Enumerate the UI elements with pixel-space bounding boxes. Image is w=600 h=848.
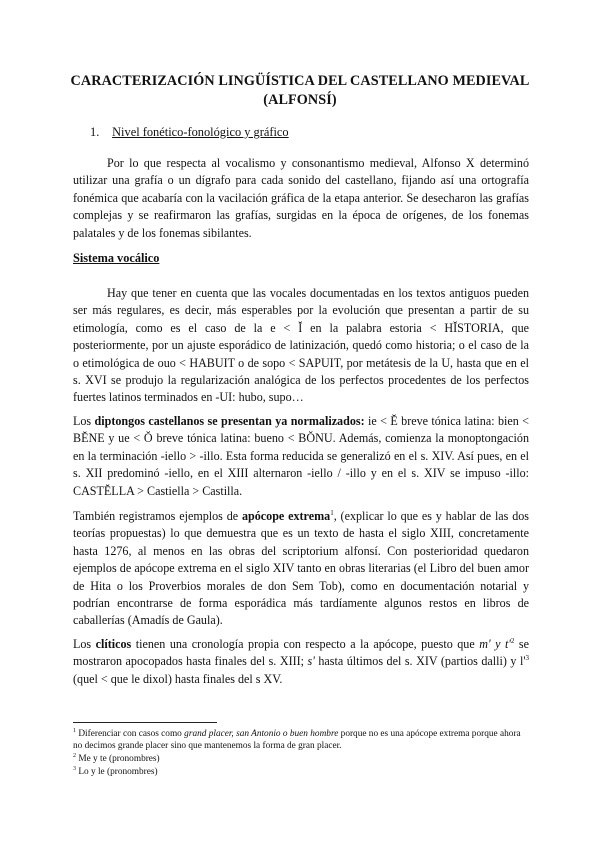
cliticos-mid2: se mostraron apocopados hasta finales del s. XIII; <box>73 637 529 669</box>
footnote-3-text: Lo y le (pronombres) <box>76 767 158 777</box>
section-number: 1. <box>90 125 100 139</box>
footnote-3-number: 3 <box>73 765 76 772</box>
footnote-2 <box>73 753 529 765</box>
footnote-1 <box>73 728 529 752</box>
cliticos-bold: clíticos <box>95 637 132 651</box>
section-heading <box>90 124 289 140</box>
footnote-3 <box>73 766 529 778</box>
diptongos-pre: Los <box>73 414 95 428</box>
apocope-post: , (explicar lo que es y hablar de las dos teorías propuestas) lo que demuestra que es un texto de hasta el siglo XIII, concretamente hasta 1276, al menos en las obras del scriptorium alfonsí. Con posterioridad quedaron ejemplos de apócope extrema en el siglo XIV tanto en obras literarias (el Libro del buen amor de Hita o los Proverbios morales de don Sem Tob), como en documentación notarial y podrían encontrarse de forma esporádica más tardíamente algunos restos en libros de caballerías (Amadís de Gaula). <box>73 509 530 628</box>
title-line-1: CARACTERIZACIÓN LINGÜÍSTICA DEL CASTELLANO MEDIEVAL <box>70 73 530 89</box>
footnote-1-pre: Diferenciar con casos como <box>76 729 185 739</box>
diptongos-post: ie < Ĕ breve tónica latina: bien < BĔNE y ue < Ŏ breve tónica latina: bueno < BŎNU. Además, comienza la monoptongación en la terminación -iello > -illo. Esta forma reducida se generalizó en el s. XIV. Así pues, en el s. XII predominó -iello, en el XIII alternaron -iello / -illo y en el s. XIV se impuso -illo: CASTĔLLA > Castiella > Castilla. <box>73 414 529 498</box>
title-line-2: (ALFONSÍ) <box>263 92 337 108</box>
cliticos-ital2: s' <box>307 654 315 669</box>
diptongos-bold: diptongos castellanos se presentan ya normalizados: <box>94 414 365 428</box>
footnote-1-number: 1 <box>73 727 76 734</box>
vocales-text: Hay que tener en cuenta que las vocales documentadas en los textos antiguos pueden ser más regulares, es decir, más esperables por la evolución que presentan a partir de su etimología, como es el caso de la e < Ĭ en la palabra estoria < HĬSTORIA, que posteriormente, por un ajuste esporádico de latinización, quedó como historia; o el caso de la o etimológica de ouo < HABUIT o de sopo < SAPUIT, por metátesis de la U, hasta que en el s. XVI se produjo la regularización analógica de los perfectos procedentes de los perfectos fuertes latinos terminados en -UI: hubo, supo… <box>73 286 529 405</box>
cliticos-pre: Los <box>73 637 96 651</box>
diptongos-paragraph <box>73 413 529 500</box>
cliticos-ital1: m' y t' <box>479 637 511 651</box>
footnote-divider <box>73 722 217 723</box>
footnote-ref-1[interactable]: 1 <box>330 508 334 517</box>
cliticos-post: (quel < que le dixol) hasta finales del s XV. <box>73 671 283 686</box>
footnote-2-text: Me y te (pronombres) <box>76 754 160 764</box>
footnote-1-post: porque no es una apócope extrema porque ahora no decimos grande placer sino que mantenemos la forma de gran placer. <box>73 729 521 752</box>
apocope-paragraph <box>73 508 529 630</box>
vocales-paragraph <box>73 285 529 407</box>
intro-text: Por lo que respecta al vocalismo y consonantismo medieval, Alfonso X determinó utilizar una grafía o un dígrafo para cada sonido del castellano, fijando así una ortografía fonémica que acabaría con la vacilación gráfica de la etapa anterior. Se desecharon las grafías complejas y se reafirmaron las grafías, surgidas en la época de orígenes, de los fonemas palatales y de los fonemas sibilantes. <box>73 156 529 240</box>
subheading-sistema-vocalico: Sistema vocálico <box>73 251 160 265</box>
section-label: Nivel fonético-fonológico y gráfico <box>112 125 289 139</box>
footnote-ref-2[interactable]: 2 <box>510 636 515 645</box>
apocope-bold: apócope extrema <box>241 509 331 523</box>
footnote-1-italic: grand placer, san Antonio o buen hombre <box>184 729 339 739</box>
cliticos-paragraph <box>73 636 529 688</box>
footnote-ref-3[interactable]: 3 <box>525 654 529 663</box>
cliticos-mid3: hasta últimos del s. XIV (partios dalli) y l' <box>314 654 526 669</box>
intro-paragraph <box>73 155 529 242</box>
footnote-2-number: 2 <box>73 752 76 759</box>
page-title <box>60 72 540 110</box>
apocope-pre: También registramos ejemplos de <box>73 509 242 523</box>
cliticos-mid1: tienen una cronología propia con respecto a la apócope, puesto que <box>131 637 480 651</box>
